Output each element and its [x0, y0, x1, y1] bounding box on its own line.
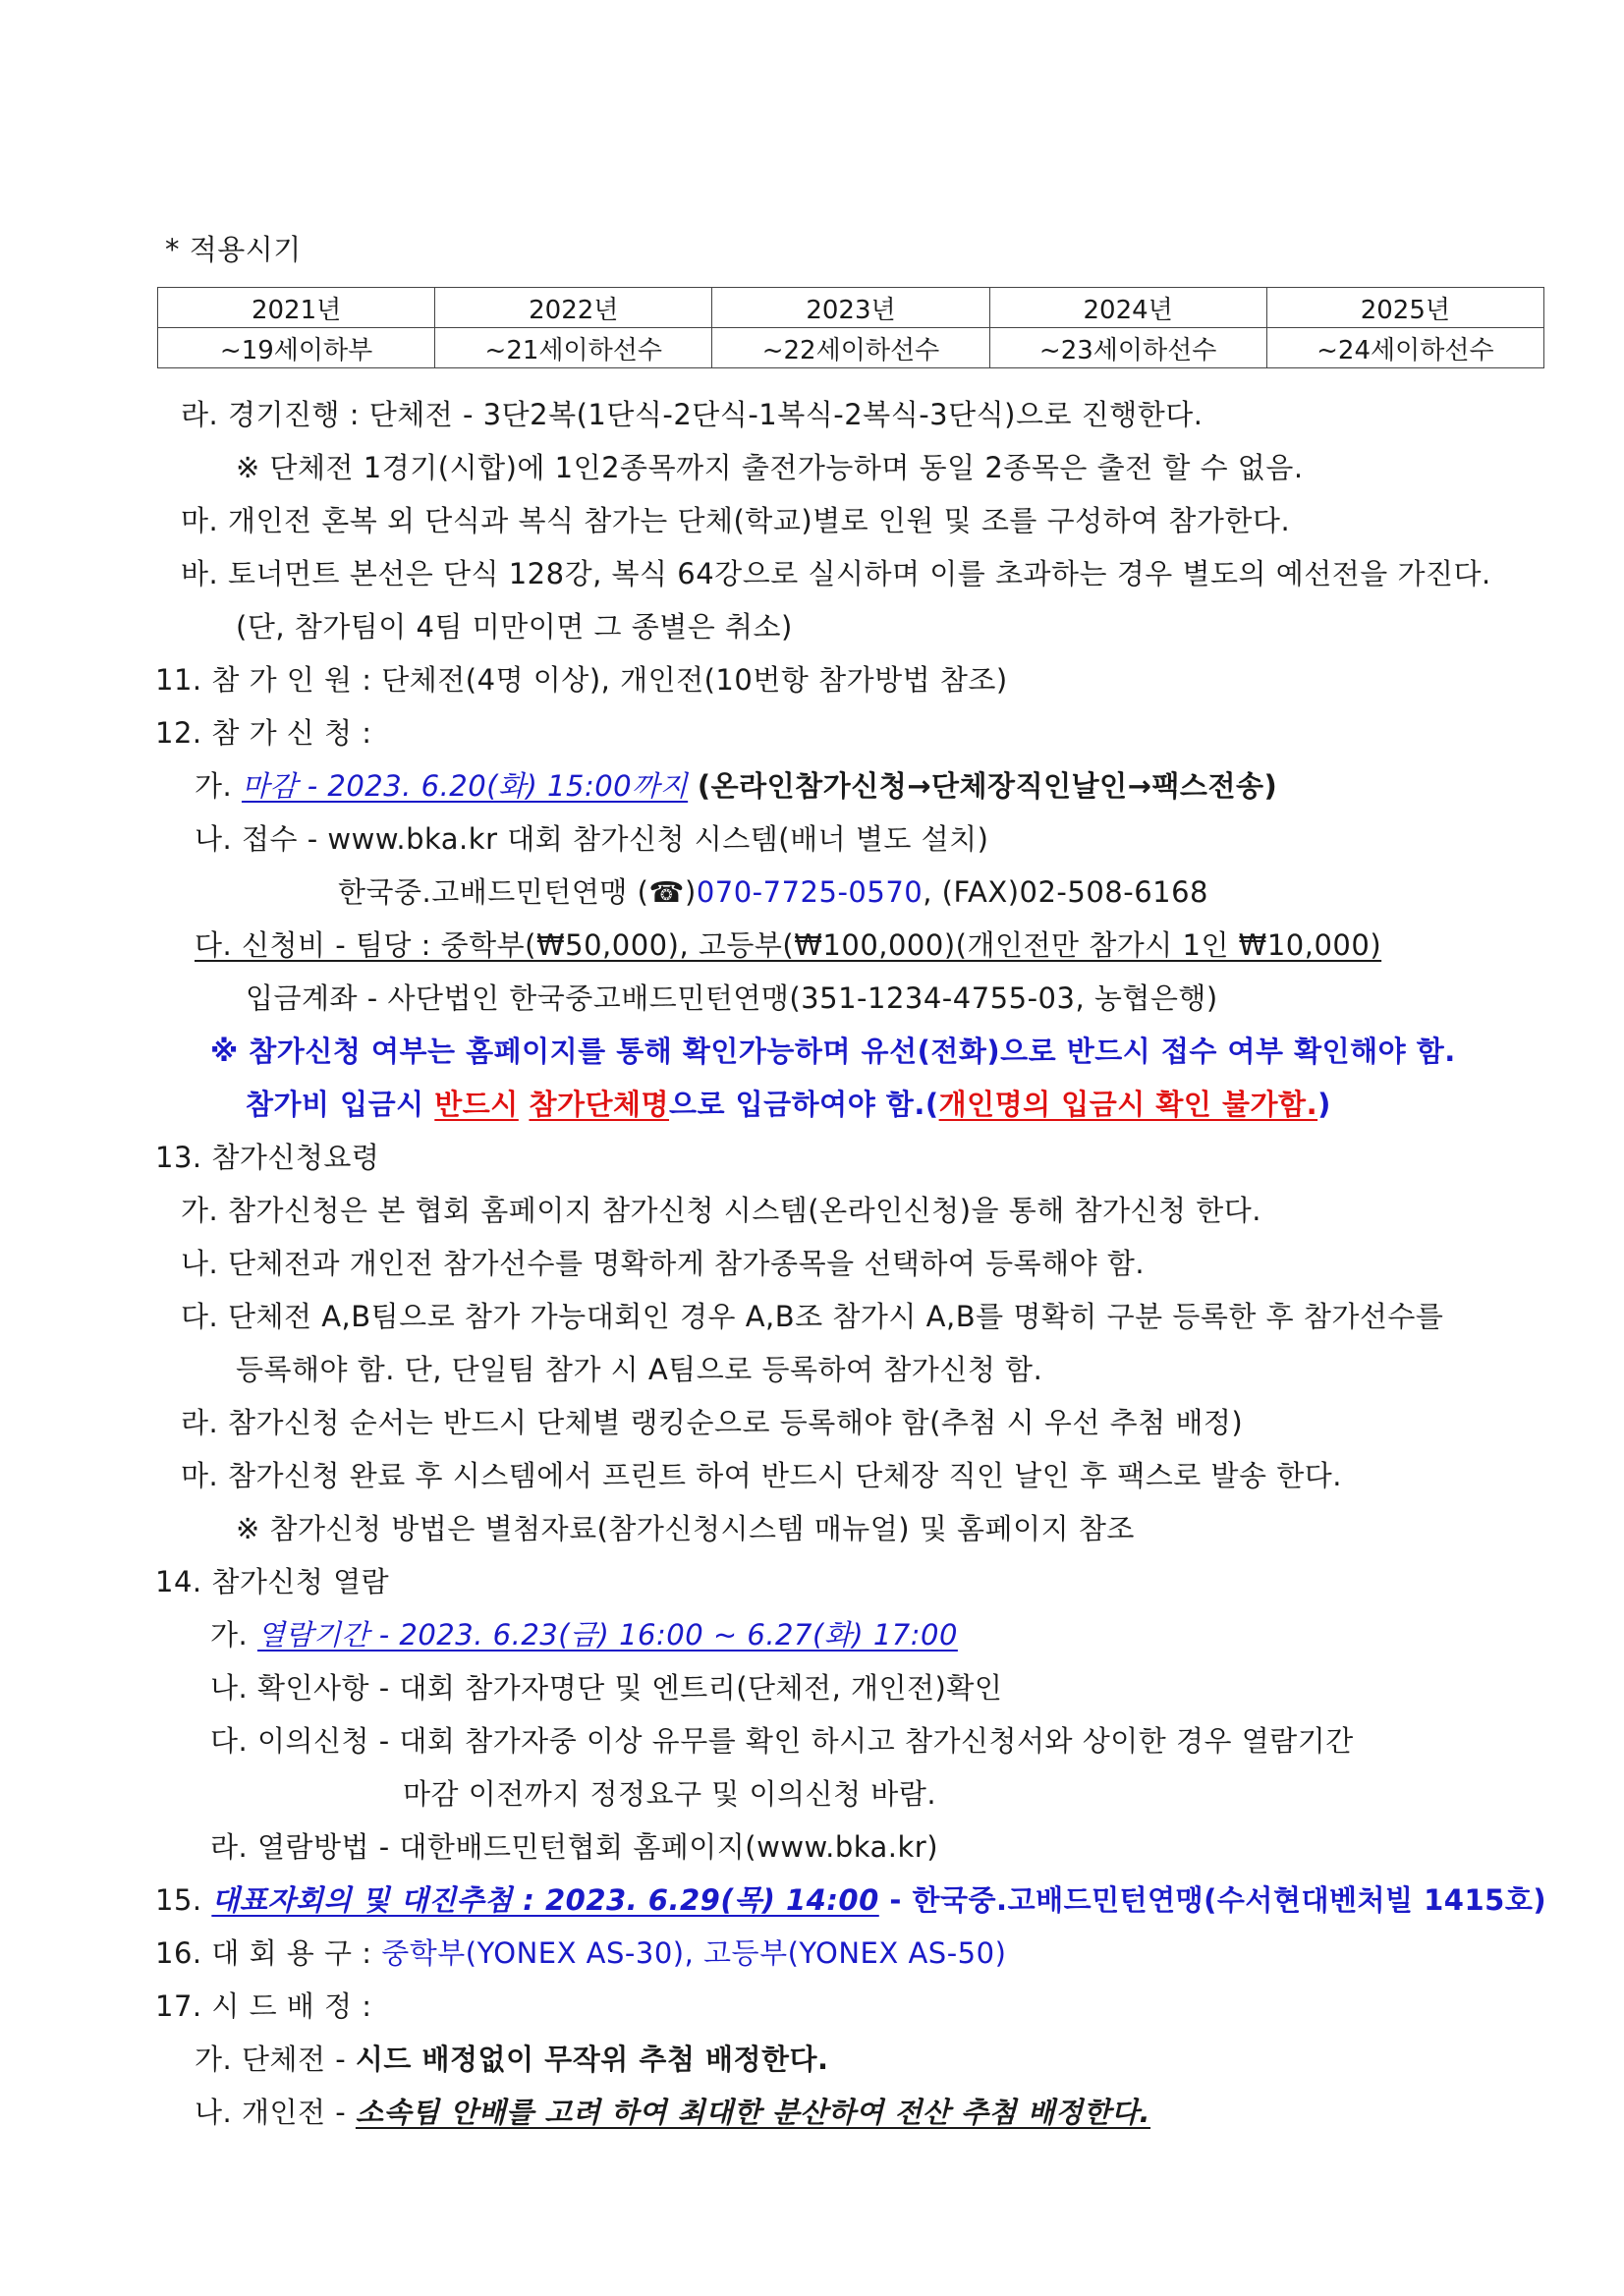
s14-item-ra: 라. 열람방법 - 대한배드민턴협회 홈페이지(www.bka.kr) [210, 1830, 939, 1864]
s12-note-confirm: ※ 참가신청 여부는 홈페이지를 통해 확인가능하며 유선(전화)으로 반드시 접수 여부 확인해야 함. [210, 1035, 1456, 1068]
s12-bank-account: 입금계좌 - 사단법인 한국중고배드민턴연맹(351-1234-4755-03, 농협은행) [246, 981, 1218, 1015]
s12-phone: 070-7725-0570 [696, 875, 924, 909]
section-16-equipment [155, 1935, 1006, 1971]
note-part [519, 1088, 530, 1121]
s12-note-payment [246, 1087, 1331, 1122]
note-part: 참가비 입금시 [246, 1088, 435, 1121]
s14-period: 열람기간 - 2023. 6.23(금) 16:00 ~ 6.27(화) 17:00 [256, 1618, 958, 1652]
s12-fax: , (FAX)02-508-6168 [923, 875, 1208, 909]
table-cell: 2021년 [158, 288, 435, 328]
s12-ga-prefix: 가. [195, 769, 242, 803]
s17-ga-prefix: 가. 단체전 - [195, 2043, 356, 2076]
s12-process: (온라인참가신청→단체장직인날인→팩스전송) [697, 769, 1278, 803]
table-cell: ~19세이하부 [158, 328, 435, 368]
s14-item-ga [210, 1617, 958, 1652]
s13-item-na: 나. 단체전과 개인전 참가선수를 명확하게 참가종목을 선택하여 등록해야 함. [181, 1247, 1146, 1280]
section-12-application: 12. 참 가 신 청 : [155, 716, 372, 750]
item-ba: 바. 토너먼트 본선은 단식 128강, 복식 64강으로 실시하며 이를 초과하는 경우 별도의 예선전을 가진다. [181, 557, 1491, 590]
table-row [158, 328, 1544, 368]
s16-prefix: 16. 대 회 용 구 : [155, 1936, 382, 1970]
section-13-guide: 13. 참가신청요령 [155, 1141, 380, 1174]
s17-item-ga [195, 2042, 829, 2077]
table-cell: 2023년 [712, 288, 989, 328]
s17-item-na [195, 2095, 1150, 2130]
note-emphasis-team-name: 참가단체명 [529, 1088, 670, 1121]
note-part: 으로 입금하여야 함. [669, 1088, 925, 1121]
note-ra: ※ 단체전 1경기(시합)에 1인2종목까지 출전가능하며 동일 2종목은 출전 할 수 없음. [236, 451, 1304, 484]
s13-item-ga: 가. 참가신청은 본 협회 홈페이지 참가신청 시스템(온라인신청)을 통해 참가신청 한다. [181, 1194, 1262, 1227]
s13-item-da-cont: 등록해야 함. 단, 단일팀 참가 시 A팀으로 등록하여 참가신청 함. [236, 1353, 1043, 1386]
section-15-meeting [155, 1882, 1546, 1918]
note-emphasis-must: 반드시 [434, 1088, 519, 1121]
note-emphasis-personal: 개인명의 입금시 확인 불가함. [938, 1088, 1318, 1121]
s16-value: 중학부(YONEX AS-30), 고등부(YONEX AS-50) [381, 1936, 1007, 1970]
s12-contact-org: 한국중.고배드민턴연맹 (☎) [338, 875, 697, 909]
table-cell: ~24세이하선수 [1266, 328, 1543, 368]
item-ma: 마. 개인전 혼복 외 단식과 복식 참가는 단체(학교)별로 인원 및 조를 구성하여 참가한다. [181, 504, 1291, 537]
s14-item-da-cont: 마감 이전까지 정정요구 및 이의신청 바람. [403, 1777, 937, 1811]
table-cell: 2025년 [1266, 288, 1543, 328]
s13-item-ra: 라. 참가신청 순서는 반드시 단체별 랭킹순으로 등록해야 함(추첨 시 우선 추첨 배정) [181, 1406, 1244, 1439]
table-cell: 2022년 [435, 288, 712, 328]
s12-item-ga [195, 768, 1277, 804]
item-ba-note: (단, 참가팀이 4팀 미만이면 그 종별은 취소) [236, 610, 793, 644]
s17-na-prefix: 나. 개인전 - [195, 2096, 356, 2129]
s12-deadline: 마감 - 2023. 6.20(화) 15:00까지 [241, 769, 689, 803]
note-part: ( [924, 1088, 939, 1121]
s15-place: - 한국중.고배드민턴연맹(수서현대벤처빌 1415호) [878, 1883, 1547, 1917]
table-cell: ~23세이하선수 [989, 328, 1266, 368]
s13-item-ma: 마. 참가신청 완료 후 시스템에서 프린트 하여 반드시 단체장 직인 날인 후 팩스로 발송 한다. [181, 1459, 1342, 1492]
section-title-application-period: * 적용시기 [165, 233, 302, 266]
s17-ga-value: 시드 배정없이 무작위 추첨 배정한다. [355, 2043, 829, 2076]
s12-item-da-fee: 다. 신청비 - 팀당 : 중학부(₩50,000), 고등부(₩100,000)(개인전만 참가시 1인 ₩10,000) [195, 928, 1382, 962]
s15-meeting-time: 대표자회의 및 대진추첨 : 2023. 6.29(목) 14:00 [211, 1883, 879, 1917]
table-cell: 2024년 [989, 288, 1266, 328]
s14-item-da: 다. 이의신청 - 대회 참가자중 이상 유무를 확인 하시고 참가신청서와 상이한 경우 열람기간 [210, 1724, 1354, 1758]
s14-item-na: 나. 확인사항 - 대회 참가자명단 및 엔트리(단체전, 개인전)확인 [210, 1671, 1003, 1705]
s15-prefix: 15. [155, 1883, 212, 1917]
s13-note: ※ 참가신청 방법은 별첨자료(참가신청시스템 매뉴얼) 및 홈페이지 참조 [236, 1512, 1135, 1545]
table-header-row [158, 288, 1544, 328]
age-table [157, 287, 1544, 368]
s13-item-da: 다. 단체전 A,B팀으로 참가 가능대회인 경우 A,B조 참가시 A,B를 명확히 구분 등록한 후 참가선수를 [181, 1300, 1444, 1333]
s12-item-na: 나. 접수 - www.bka.kr 대회 참가신청 시스템(배너 별도 설치) [195, 822, 989, 856]
item-ra-match-progress: 라. 경기진행 : 단체전 - 3단2복(1단식-2단식-1복식-2복식-3단식)으로 진행한다. [181, 398, 1204, 431]
table-cell: ~22세이하선수 [712, 328, 989, 368]
s17-na-value: 소속팀 안배를 고려 하여 최대한 분산하여 전산 추첨 배정한다. [355, 2096, 1151, 2129]
s12-contact [338, 874, 1208, 910]
s14-ga-prefix: 가. [210, 1618, 257, 1652]
table-cell: ~21세이하선수 [435, 328, 712, 368]
section-11-participants: 11. 참 가 인 원 : 단체전(4명 이상), 개인전(10번항 참가방법 참조) [155, 663, 1008, 697]
note-part: ) [1317, 1088, 1331, 1121]
section-14-review: 14. 참가신청 열람 [155, 1565, 390, 1598]
section-17-seeding: 17. 시 드 배 정 : [155, 1989, 372, 2023]
